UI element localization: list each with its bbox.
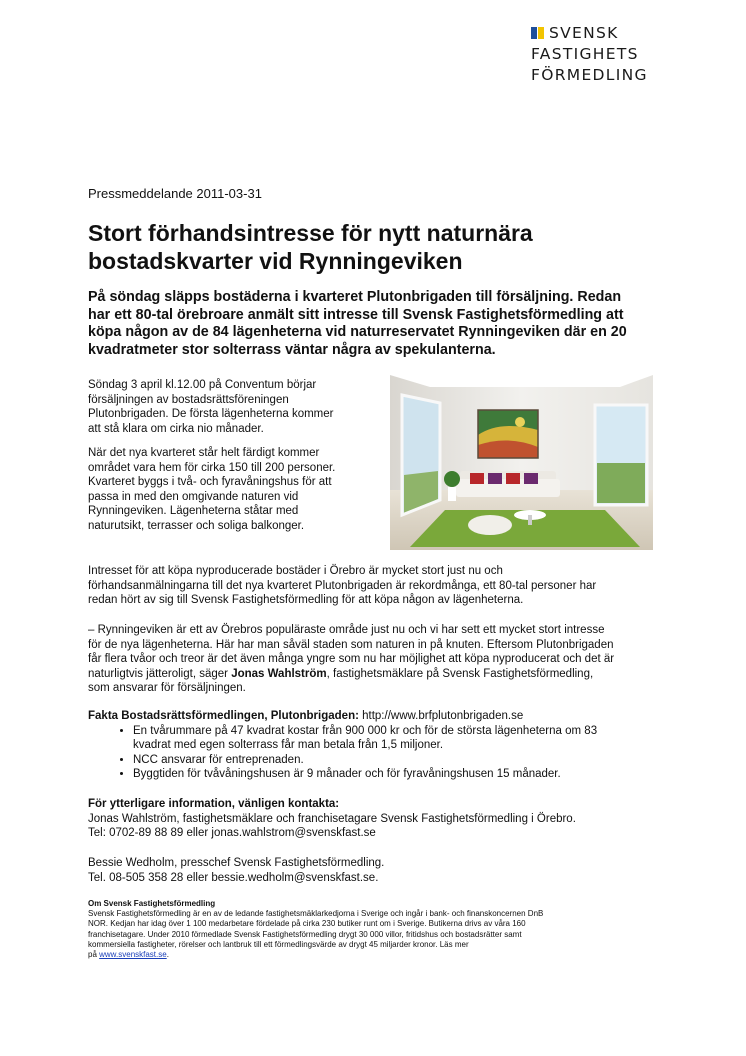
contact-heading: För ytterligare information, vänligen kontakta: xyxy=(88,798,340,810)
text-line: passa in med den omgivande naturen vid xyxy=(88,490,299,503)
facts-list xyxy=(88,724,678,782)
text-line: som ansvarar för försäljningen. xyxy=(88,682,246,695)
contact-section xyxy=(88,797,688,841)
list-item xyxy=(133,753,678,768)
text-line: Svensk Fastighetsförmedling är en av de ledande fastighetsmäklarkedjorna i Sverige och ingår i bank- och finanskoncernen DnB xyxy=(88,909,544,919)
list-item xyxy=(133,767,678,782)
apartment-interior-image xyxy=(390,375,653,550)
contact-line: Bessie Wedholm, presschef Svensk Fastighetsförmedling. xyxy=(88,857,385,869)
text-line: När det nya kvarteret står helt färdigt kommer xyxy=(88,447,320,459)
text-line: , fastighetsmäklare på Svensk Fastighetsförmedling, xyxy=(326,667,594,680)
text-line: NOR. Kedjan har idag över 1 100 medarbetare fördelade på cirka 230 butiker runt om i Sverige. Butikerna drivs av våra 160 xyxy=(88,919,526,929)
text-line: försäljningen av bostadsrättsföreningen xyxy=(88,393,289,406)
paragraph-quote xyxy=(88,623,668,696)
text-line: Plutonbrigaden. De första lägenheterna kommer xyxy=(88,408,334,421)
text-line: på xyxy=(88,950,100,960)
text-line: Intresset för att köpa nyproducerade bostäder i Örebro är mycket stort just nu och xyxy=(88,565,503,577)
text-line: Kvarteret byggs i två- och fyravåningshus för att xyxy=(88,476,332,489)
contact-line: Tel: 0702-89 88 89 eller jonas.wahlstrom@svenskfast.se xyxy=(88,827,376,840)
text-line: kommersiella fastigheter, rörelser och lantbruk till ett förmedlingsvärde av drygt 45 miljarder kronor. Läs mer xyxy=(88,939,469,949)
logo-line-3: FÖRMEDLING xyxy=(531,66,648,84)
paragraph-interest xyxy=(88,564,668,608)
text-line: att stå klara om cirka nio månader. xyxy=(88,422,264,435)
facts-section xyxy=(88,709,678,782)
intro-paragraph-2 xyxy=(88,446,378,534)
swedish-flag-icon xyxy=(531,27,544,39)
text-line: Rynningeviken. Lägenheterna ståtar med xyxy=(88,505,299,518)
text-line: får flera tvåor och treor är det även många yngre som nu har möjlighet att köpa nyproducerat och det är xyxy=(88,653,615,666)
text-line: redan hört av sig till Svensk Fastighetsförmedling för att köpa någon av lägenheterna. xyxy=(88,594,524,607)
headline-line-2: bostadskvarter vid Rynningeviken xyxy=(88,248,463,274)
contact-line: Tel. 08-505 358 28 eller bessie.wedholm@svenskfast.se. xyxy=(88,871,379,884)
text-line: Byggtiden för tvåvåningshusen är 9 månader och för fyravåningshusen 15 månader. xyxy=(133,768,561,781)
text-line: En tvårummare på 47 kvadrat kostar från 900 000 kr och för de största lägenheterna om 83 xyxy=(133,724,598,737)
website-link[interactable]: www.svenskfast.se xyxy=(99,950,167,960)
lead-line: köpa någon av de 84 lägenheterna vid naturreservatet Rynningeviken där en 20 xyxy=(88,324,627,340)
text-line: naturligtvis jätteroligt, säger xyxy=(88,667,232,680)
list-item xyxy=(133,724,678,753)
logo-line-2: FASTIGHETS xyxy=(531,45,639,63)
lead-line: kvadratmeter stor solterrass väntar några av spekulanterna. xyxy=(88,341,496,358)
lead-line: har ett 80-tal örebroare anmält sitt intresse till Svensk Fastighetsförmedling att xyxy=(88,306,624,323)
text-line: Söndag 3 april kl.12.00 på Conventum börjar xyxy=(88,379,317,391)
press-contact xyxy=(88,856,688,885)
text-line: NCC ansvarar för entreprenaden. xyxy=(133,753,304,766)
headline xyxy=(88,219,668,275)
text-line: kvadrat med egen solterrass får man betala från 1,5 miljoner. xyxy=(133,739,444,752)
company-logo xyxy=(531,24,665,104)
text-line: – Rynningeviken är ett av Örebros populäraste område just nu och vi har sett ett mycket stort intresse xyxy=(88,624,605,636)
contact-line: Jonas Wahlström, fastighetsmäklare och franchisetagare Svensk Fastighetsförmedling i Örebro. xyxy=(88,812,576,825)
logo-line-1: SVENSK xyxy=(549,24,619,42)
text-line: franchisetagare. Under 2010 förmedlade Svensk Fastighetsförmedling drygt 30 000 villor, fritidshus och bostadsrätter samt xyxy=(88,929,522,939)
facts-heading: Fakta Bostadsrättsförmedlingen, Plutonbrigaden: xyxy=(88,710,359,722)
text-line: naturutsikt, terrasser och soliga balkonger. xyxy=(88,519,305,532)
text-line: förhandsanmälningarna till det nya kvarteret Plutonbrigaden är rekordmånga, ett 80-tal personer har xyxy=(88,579,597,592)
text-line: för de nya lägenheterna. Här har man såväl staden som naturen in på knuten. Eftersom Plutonbrigaden xyxy=(88,638,614,651)
headline-line-1: Stort förhandsintresse för nytt naturnära xyxy=(88,220,533,246)
text-line: . xyxy=(166,950,169,960)
intro-paragraph-1 xyxy=(88,378,378,436)
quoted-person-name: Jonas Wahlström xyxy=(231,667,327,680)
lead-paragraph xyxy=(88,289,668,359)
facts-url: http://www.brfplutonbrigaden.se xyxy=(358,710,524,722)
press-release-date: Pressmeddelande 2011-03-31 xyxy=(88,186,262,201)
about-heading: Om Svensk Fastighetsförmedling xyxy=(88,899,216,908)
facts-heading-row xyxy=(88,709,678,724)
text-line: området vara hem för cirka 150 till 200 personer. xyxy=(88,461,336,474)
lead-line: På söndag släpps bostäderna i kvarteret Plutonbrigaden till försäljning. Redan xyxy=(88,289,622,305)
about-company xyxy=(88,899,688,960)
